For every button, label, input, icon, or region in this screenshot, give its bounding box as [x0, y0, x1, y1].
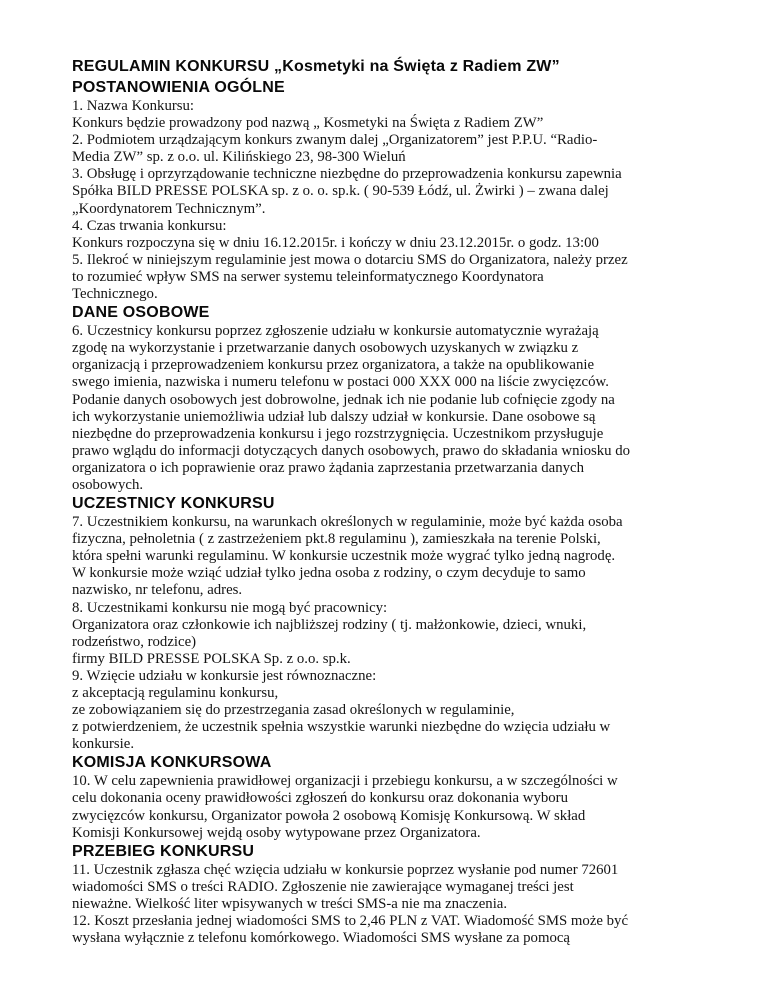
- document-line: ze zobowiązaniem się do przestrzegania zasad określonych w regulaminie,: [72, 702, 515, 719]
- document-line: 7. Uczestnikiem konkursu, na warunkach określonych w regulaminie, może być każda osoba: [72, 514, 623, 531]
- document-title: REGULAMIN KONKURSU „Kosmetyki na Święta z Radiem ZW”: [72, 58, 560, 75]
- document-line: wysłana wyłącznie z telefonu komórkowego. Wiadomości SMS wysłane za pomocą: [72, 930, 570, 947]
- document-line: 4. Czas trwania konkursu:: [72, 217, 227, 234]
- section-heading: POSTANOWIENIA OGÓLNE: [72, 79, 285, 96]
- document-line: Konkurs rozpoczyna się w dniu 16.12.2015r. i kończy w dniu 23.12.2015r. o godz. 13:00: [72, 234, 599, 251]
- document-line: W konkursie może wziąć udział tylko jedna osoba z rodziny, o czym decyduje to samo: [72, 565, 586, 582]
- document-line: „Koordynatorem Technicznym”.: [72, 200, 266, 217]
- document-line: niezbędne do przeprowadzenia konkursu i jego rozstrzygnięcia. Uczestnikom przysługuje: [72, 425, 604, 442]
- document-line: organizatora o ich poprawienie oraz prawo żądania zaprzestania przetwarzania danych: [72, 459, 584, 476]
- section-heading: KOMISJA KONKURSOWA: [72, 754, 272, 772]
- document-line: Komisji Konkursowej wejdą osoby wytypowane przez Organizatora.: [72, 824, 481, 841]
- document-line: Konkurs będzie prowadzony pod nazwą „ Kosmetyki na Święta z Radiem ZW”: [72, 115, 544, 132]
- document-line: 5. Ilekroć w niniejszym regulaminie jest mowa o dotarciu SMS do Organizatora, należy przez: [72, 251, 628, 268]
- document-line: zwycięzców konkursu, Organizator powoła 2 osobową Komisję Konkursową. W skład: [72, 807, 586, 824]
- document-line: 12. Koszt przesłania jednej wiadomości SMS to 2,46 PLN z VAT. Wiadomość SMS może być: [72, 913, 629, 930]
- document-line: z akceptacją regulaminu konkursu,: [72, 685, 279, 701]
- document-line: 10. W celu zapewnienia prawidłowej organizacji i przebiegu konkursu, a w szczególności w: [72, 773, 618, 790]
- document-line: konkursie.: [72, 736, 135, 753]
- section-heading: DANE OSOBOWE: [72, 304, 210, 322]
- document-line: nieważne. Wielkość liter wpisywanych w treści SMS-a nie ma znaczenia.: [72, 895, 508, 912]
- document-line: 1. Nazwa Konkursu:: [72, 98, 195, 114]
- document-line: fizyczna, pełnoletnia ( z zastrzeżeniem pkt.8 regulaminu ), zamieszkała na terenie Polski,: [72, 531, 601, 548]
- document-line: Technicznego.: [72, 286, 158, 303]
- document-line: rodzeństwo, rodzice): [72, 633, 197, 650]
- document-line: prawo wglądu do informacji dotyczących danych osobowych, prawo do składania wniosku do: [72, 442, 631, 459]
- document-line: celu dokonania oceny prawidłowości zgłoszeń do konkursu oraz dokonania wyboru: [72, 790, 568, 807]
- document-line: swego imienia, nazwiska i numeru telefonu w postaci 000 XXX 000 na liście zwycięzców.: [72, 374, 609, 391]
- document-line: ich wykorzystanie uniemożliwia udział lub dalszy udział w konkursie. Dane osobowe są: [72, 408, 596, 425]
- document-line: to rozumieć wpływ SMS na serwer systemu teleinformatycznego Koordynatora: [72, 268, 544, 285]
- document-line: Organizatora oraz członkowie ich najbliższej rodziny ( tj. małżonkowie, dzieci, wnuki,: [72, 616, 587, 633]
- section-heading: UCZESTNICY KONKURSU: [72, 495, 275, 513]
- document-line: 2. Podmiotem urządzającym konkurs zwanym dalej „Organizatorem” jest P.P.U. “Radio-: [72, 132, 598, 149]
- section-heading: PRZEBIEG KONKURSU: [72, 842, 255, 860]
- document-line: z potwierdzeniem, że uczestnik spełnia wszystkie warunki niezbędne do wzięcia udziału w: [72, 719, 611, 736]
- document-line: Spółka BILD PRESSE POLSKA sp. z o. o. sp.k. ( 90-539 Łódź, ul. Żwirki ) – zwana dalej: [72, 183, 609, 200]
- document-line: osobowych.: [72, 476, 144, 493]
- document-line: wiadomości SMS o treści RADIO. Zgłoszenie nie zawierające wymaganej treści jest: [72, 878, 574, 895]
- document-line: 3. Obsługę i oprzyrządowanie techniczne niezbędne do przeprowadzenia konkursu zapewnia: [72, 166, 622, 183]
- document-line: która spełni warunki regulaminu. W konkursie uczestnik może wygrać tylko jedną nagrodę.: [72, 548, 616, 565]
- document-line: firmy BILD PRESSE POLSKA Sp. z o.o. sp.k.: [72, 650, 351, 667]
- document-content: [72, 56, 704, 947]
- document-line: organizacją i przeprowadzeniem konkursu przez organizatora, a także na opublikowanie: [72, 357, 595, 374]
- document-line: Podanie danych osobowych jest dobrowolne, jednak ich nie podanie lub cofnięcie zgody na: [72, 391, 615, 408]
- document-line: Media ZW” sp. z o.o. ul. Kilińskiego 23, 98-300 Wieluń: [72, 149, 406, 166]
- document-line: 9. Wzięcie udziału w konkursie jest równoznaczne:: [72, 667, 377, 684]
- document-line: 8. Uczestnikami konkursu nie mogą być pracownicy:: [72, 599, 388, 616]
- document-line: nazwisko, nr telefonu, adres.: [72, 582, 243, 599]
- document-line: 6. Uczestnicy konkursu poprzez zgłoszenie udziału w konkursie automatycznie wyrażają: [72, 323, 599, 340]
- document-line: zgodę na wykorzystanie i przetwarzanie danych osobowych uzyskanych w związku z: [72, 340, 579, 357]
- document-line: 11. Uczestnik zgłasza chęć wzięcia udziału w konkursie poprzez wysłanie pod numer 72601: [72, 861, 619, 878]
